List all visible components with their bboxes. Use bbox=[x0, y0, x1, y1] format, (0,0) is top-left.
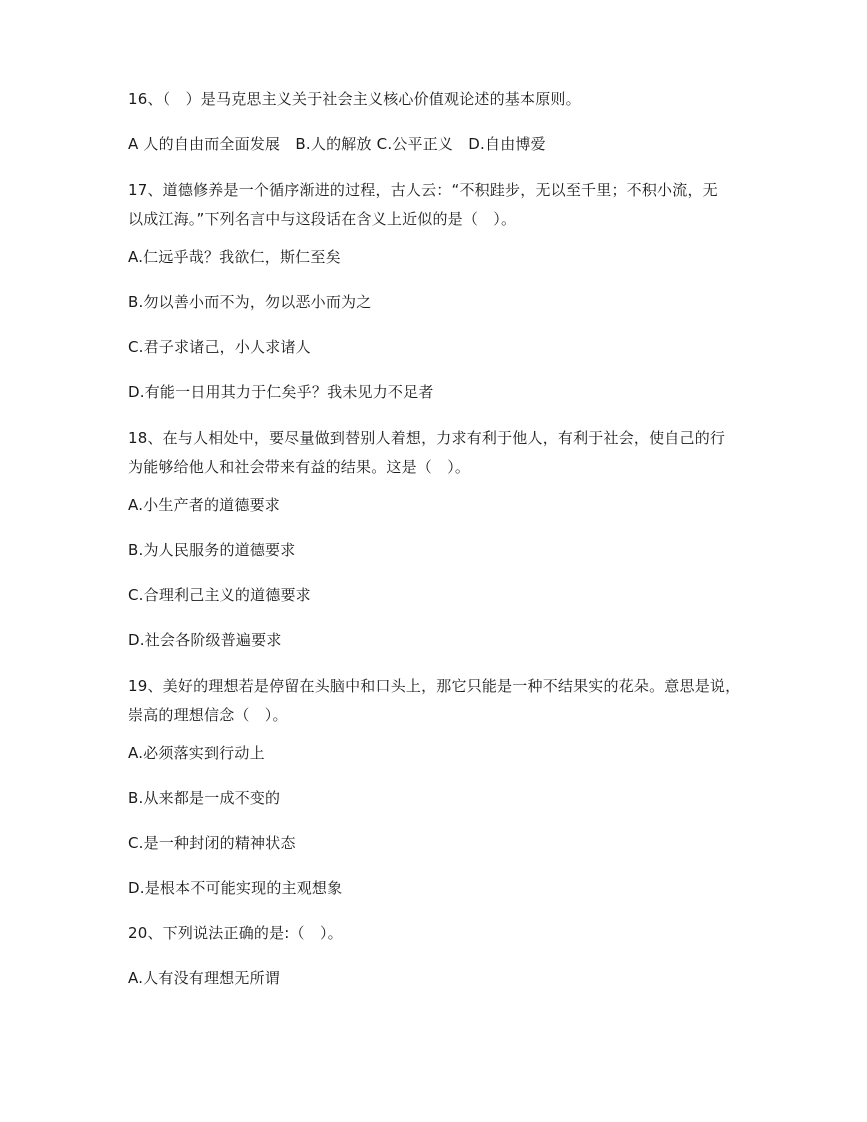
question-19-option-a: A.必须落实到行动上 bbox=[128, 744, 265, 762]
question-17-stem-line-1: 17、道德修养是一个循序渐进的过程，古人云：“不积跬步，无以至千里；不积小流，无 bbox=[128, 181, 718, 199]
question-18-option-d: D.社会各阶级普遍要求 bbox=[128, 631, 282, 649]
question-17-option-c: C.君子求诸己，小人求诸人 bbox=[128, 338, 311, 356]
question-17-stem-line-2: 以成江海。”下列名言中与这段话在含义上近似的是（ ）。 bbox=[128, 210, 517, 228]
question-16-options: A 人的自由而全面发展 B.人的解放 C.公平正义 D.自由博爱 bbox=[128, 135, 546, 153]
question-19-stem-line-1: 19、美好的理想若是停留在头脑中和口头上，那它只能是一种不结果实的花朵。意思是说， bbox=[128, 677, 741, 695]
question-19-option-d: D.是根本不可能实现的主观想象 bbox=[128, 879, 343, 897]
question-16-stem-line-1: 16、（ ）是马克思主义关于社会主义核心价值观论述的基本原则。 bbox=[128, 90, 581, 108]
question-20-option-a: A.人有没有理想无所谓 bbox=[128, 969, 280, 987]
question-19-option-b: B.从来都是一成不变的 bbox=[128, 789, 281, 807]
question-17-option-d: D.有能一日用其力于仁矣乎？我未见力不足者 bbox=[128, 383, 434, 401]
question-18-stem-line-2: 为能够给他人和社会带来有益的结果。这是（ ）。 bbox=[128, 458, 471, 476]
question-17-option-a: A.仁远乎哉？我欲仁，斯仁至矣 bbox=[128, 248, 341, 266]
question-20-stem-line-1: 20、下列说法正确的是:（ ）。 bbox=[128, 924, 343, 942]
question-17-option-b: B.勿以善小而不为，勿以恶小而为之 bbox=[128, 293, 372, 311]
question-19-stem-line-2: 崇高的理想信念（ ）。 bbox=[128, 706, 288, 724]
question-19-option-c: C.是一种封闭的精神状态 bbox=[128, 834, 296, 852]
question-18-stem-line-1: 18、在与人相处中，要尽量做到替别人着想，力求有利于他人，有利于社会，使自己的行 bbox=[128, 429, 726, 447]
question-18-option-b: B.为人民服务的道德要求 bbox=[128, 541, 296, 559]
question-18-option-a: A.小生产者的道德要求 bbox=[128, 496, 280, 514]
question-18-option-c: C.合理利己主义的道德要求 bbox=[128, 586, 311, 604]
